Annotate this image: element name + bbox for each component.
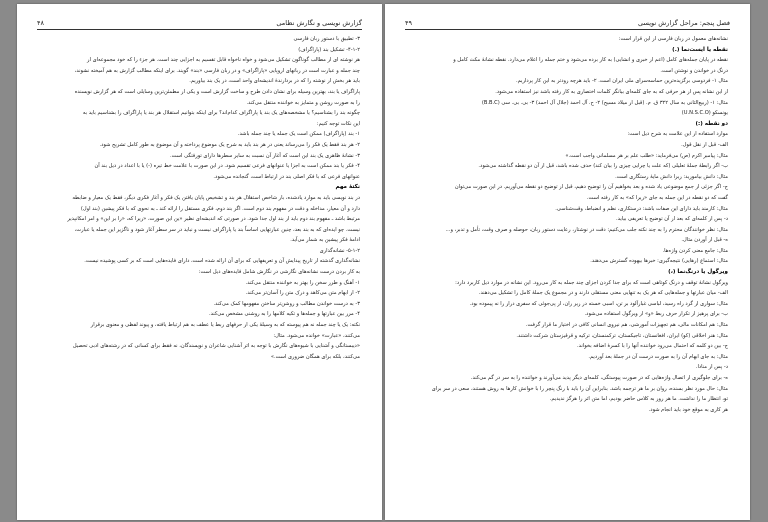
left-page (17, 4, 382, 520)
text-line: به کار بردن درست نشانه‌های نگارشی در نگارش شامل فایده‌های ذیل است: (198, 269, 360, 276)
text-line: دارد و آن معیار، مداخله و دقت در مفهوم بند دوم است. اگر بند دوم، فکری مستقل را ارائه کند ـ به نحوی که با فکر پیشین (بند اول) (80, 205, 360, 212)
section-heading: نقطه یا ایست‌نما (.) (672, 46, 728, 53)
text-line: ب- اگر رابطهٔ جملهٔ تعلیلی (که علت یا چرایی چیزی را بیان کند) حذف شده باشد، قبل از آن دو نقطه گذاشته می‌شود. (478, 163, 728, 170)
text-line: می‌کنند، بلکه برای همگان ضروری است.» (270, 353, 360, 360)
text-line: مثال: پیامبر اکرم (ص) می‌فرماید: «طلب علم بر هر مسلمانی واجب است.» (565, 152, 728, 159)
text-line: ه- قبل از آوردن مثال. (681, 237, 728, 244)
text-line: عنوانهای فرعی که با فکر اصلی بند در ارتباط است، گنجانده می‌شود. (213, 173, 360, 180)
text-line: ۴- فکر یا بند ممکن است به اجزا یا عنوانهای فرعی تقسیم شود. در این صورت با علامت خط تیره (-) یا با اعداد در ذیل بند آن (94, 163, 360, 170)
text-line: چند جمله و عبارت است در زبانهای اروپایی «پاراگراف» و در زبان فارسی «بند» گویند. برای اینکه مطالب گزارش به هم آمیخته نشوند، (74, 67, 360, 74)
text-line: ۲- هر بند فقط یک فکر را می‌رساند یعنی در هر بند باید به شرح یک موضوع پرداخته و آن موضوع به طور کامل تشریح شود. (99, 141, 360, 148)
page-header (405, 18, 730, 30)
text-line: ۱- بند (پاراگراف) ممکن است یک جمله یا چند جمله باشد. (237, 131, 360, 138)
text-line: ه- برای جلوگیری از اتصال واژه‌هایی که در صورت پیوستگی، کلمه‌ای دیگر پدید می‌آورند و خواننده را به سر در گم می‌کند. (470, 375, 728, 381)
text-line: ج- بین دو کلمه که احتمال می‌رود خواننده آنها را با کسرهٔ اضافه بخواند. (577, 343, 728, 350)
page-body-text (409, 34, 728, 506)
text-line: هر کاری به موقع خود باید انجام شود. (648, 406, 728, 413)
text-line: در بند نویسی باید به موارد یادشده، بار شاخص استقلال هر بند و تشخیص پایان یافتن یک فکر و آغاز فکری دیگر، فقط یک معیار و ضابطه (72, 194, 360, 201)
text-line: د- پس از منادا. (695, 364, 728, 371)
text-line: مثال: حال مورد نظر بسنده، روان بر ما هر ترجمه باشد. بنابراین آن را باید با رنگ پنچر را با خوانش کارها به روش هستند، سعی در سر برای (431, 385, 728, 392)
section-heading: ویرگول یا درنگ‌نما (،) (668, 269, 728, 276)
text-line: مثال: استماع (رهایی) نتیجه‌گیری: خبرها بیهوده گسترش می‌دهند. (590, 258, 728, 265)
text-line: تو، انتظار ما را نداشت. ما هر روز به کلاس حاضر بودیم، اما متن اثر را هرگز ندیدیم. (549, 396, 728, 403)
text-line: مثال: ۱- (ربیع‌الثانی به سال ۳۲۲ ق. م. (قبل از میلاد مسیح) ۲- ح. آل احمد (جلال آل احمد) ۳- بی. بی. سی (B.B.C) (481, 99, 728, 106)
text-line: ادامهٔ فکر پیشین به شمار می‌آید. (290, 237, 360, 244)
text-line: «دیبستانگی و آشنایی با شیوه‌های نگارش با توجه به اثر آشنایی شاعران و نویسندگان، نه فقط برای کسانی که در رشته‌های ادبی تحصیل (72, 343, 360, 350)
text-line: مثال: سواری از گرد راه رسید، لباسی غبارآلود بر تن، اسبی خسته در زیر ران، از پی‌جوئی که سفری دراز را نه پیموده بود. (469, 300, 728, 307)
text-line: می‌کنند، «عبارت» خوانده می‌شود. مثال: (273, 332, 360, 339)
text-line: نقطه در پایان جمله‌های کامل (اعم از خبری و انشایی) به کار برده می‌شود و ختم جمله را اعلام می‌دارد. نقطه نشانهٔ مکث کامل و (453, 57, 728, 64)
section-heading: نکتهٔ مهم (335, 184, 360, 191)
page-number: ۴۸ (37, 19, 44, 27)
text-line: پاراگراف یا بند، بهترین وسیله برای نشان دادن طرح و ساخت گزارش است و یکی از مطمئن‌ترین وسایلی است که هر گزارش نویسنده (74, 88, 360, 95)
text-line: نیست. چو ایده‌ای که به بند بعد، چنین عبارتهایی اساساً بند یا پاراگراف نیست و نباید در سر سطر آغاز شود و ناگزیر این جمله یا عبارت، (74, 226, 360, 233)
text-line: مثال: به جای ابهام آن را به صورت درست آن در جملهٔ بعد آوردیم. (588, 353, 728, 360)
text-line: ۳- نشانهٔ ظاهری یک بند این است که آغاز آن نسبت به سایر سطرها دارای تورفتگی است. (170, 152, 360, 159)
page-number: ۴۹ (405, 19, 412, 27)
text-line: از این نشانه پس از هر حرفی که به جای کلمه‌ای بیانگر کلمات اختصاری به کار رفته باشد نیز استفاده می‌شود. (495, 88, 728, 95)
text-line: مثال ۱- فردوسی برگزیده‌ترین حماسه‌سرای ملی ایران است. ۲- باید هرچه زودتر به این کار پردازیم. (516, 78, 728, 85)
text-line: ج- اگر جزئی از جمع موضوعی یاد شده و بعد بخواهیم آن را توضیح دهیم، قبل از توضیح دو نقطه می‌آوریم. در این صورت می‌توان (454, 184, 728, 191)
text-line: یونسکو (U.N.S.C.O) (681, 110, 728, 117)
text-line: نشانه‌گذاری گذشته از تاریخ پیدایش آن و تعریفهایی که برای آن ارائه شده است، دارای فایده‌هایی است که بر کسی پوشیده نیست. (84, 258, 360, 265)
text-line: ۵-۱-۲- نشانه‌گذاری (319, 247, 360, 254)
text-line: را به صورت روشن و متمایز به خواننده منتقل می‌کند. (246, 99, 360, 106)
page-header (37, 18, 362, 30)
text-line: ۴-۱-۲- تشکیل بند (پاراگراف) (298, 46, 360, 53)
text-line: مثال: جامع معنی کردن واژه‌ها. (662, 247, 728, 254)
text-line: باید هر بخش از نوشته را که در بردارندهٔ اندیشه‌ای واحد است، در یک بند بیاوریم. (189, 78, 360, 85)
text-line: مثال: کارمند باید دارای این صفات باشد: درستکاری، نظم و انضباط، وقت‌شناسی. (555, 205, 728, 212)
text-line: الف- قبل از نقل قول. (681, 141, 728, 148)
right-page (385, 4, 750, 520)
text-line: الف- میان عبارتها و جمله‌هایی که هر یک به تنهایی معنی مستقلی دارند و در مجموع یک جملهٔ کامل را تشکیل می‌دهند. (478, 290, 728, 297)
text-line: مرتبط باشد ـ مفهوم بند دوم باید از بند اول جدا شود. در صورتی که اندیشه‌ای نظیر «ین این صورت، «زیرا که، «را بر این» و امر امکانپذیر (67, 216, 360, 223)
text-line: ۲- از ابهام متن می‌کاهد و درک متن را آسان‌تر می‌کند. (245, 290, 360, 297)
page-body-text (41, 34, 360, 506)
section-heading: دو نقطه (:) (695, 120, 728, 127)
text-line: نشانه‌های معمول در زبان فارسی از این قرار است: (618, 36, 728, 42)
text-line: مثال: دانش بیاموزید: زیرا دانش مایهٔ رستگاری است. (615, 173, 728, 180)
text-line: ۳- به درست خواندن مطالب و روشن‌تر ساختن مفهومها کمک می‌کند. (213, 300, 360, 307)
text-line: ویرگول نشانهٔ توقف و درنگ کوتاهی است که برای جدا کردن اجزای چند جمله به کار می‌رود. این نشانه در موارد ذیل کاربرد دارد: (455, 279, 728, 286)
text-line: چگونه بند را بشناسیم؟ یا مشخصه‌های یک بند یا پاراگراف کدام‌اند؟ برای اینکه بتوانیم استقلال هر بند یا پاراگراف را بشناسیم باید به (82, 110, 360, 117)
text-line: ۴- مرز بین عبارتها و جمله‌ها و تکیه کلامها را به روشنی مشخص می‌کند. (208, 311, 360, 318)
text-line: ۳- تطبیق با دستور زبان فارسی (293, 36, 360, 42)
text-line: درنگ در خواندن و نوشتن است. (660, 67, 728, 74)
text-line: مثال: هنر اخلاقی (کو) ایران، افغانستان، تاجیکستان، ترکمنستان، ترکیه و قرقیزستان شرکت داشتند. (516, 332, 728, 339)
text-line: مثال: هم امکانات مالی، هم تجهیزات آموزشی، هم نیروی انسانی کافی در اختیار ما قرار گرفت. (525, 322, 728, 329)
text-line: د- پس از کلمه‌ای که بعد از آن توضیح یا تعریفی بیاید. (616, 216, 728, 223)
text-line: موارد استفاده از این علامت به شرح ذیل است: (627, 131, 728, 138)
running-head-title: فصل پنجم: مراحل گزارش نویسی (638, 19, 730, 27)
text-line: مثال: نظر خوانندگان محترم را به چند نکته جلب می‌کنیم: دقت در نوشتار، رعایت دستور زبان، حوصله و صرف وقت، تأمل و تدبر، و... (445, 226, 728, 233)
text-line: ب- برای پرهیز از تکرار حرف ربط «و» از ویرگول استفاده می‌شود. (584, 311, 728, 318)
text-line: نکته: یک یا چند جمله نه هم پیوسته که به وسیلهٔ یکی از حرفهای ربط یا عطف به هم ارتباط یافته، و پیوند لفظی و معنوی برقرار (90, 322, 360, 329)
text-line: هر نوشته ای از مطالب گوناگون تشکیل می‌شود و خواه ناخواه قابل تقسیم به اجزایی چند است. هر جزء را که خود مجموعه‌ای از (87, 57, 360, 64)
running-head-title: گزارش نویسی و نگارش نظامی (276, 19, 362, 27)
text-line: گفت که دو نقطه در این جمله به جای «زیرا که» به کار رفته است. (586, 194, 728, 201)
text-line: این نکات توجه کنیم: (316, 120, 360, 127)
text-line: ۱- آهنگ و طرز سخن را بهتر به خواننده منتقل می‌کند. (245, 279, 360, 286)
